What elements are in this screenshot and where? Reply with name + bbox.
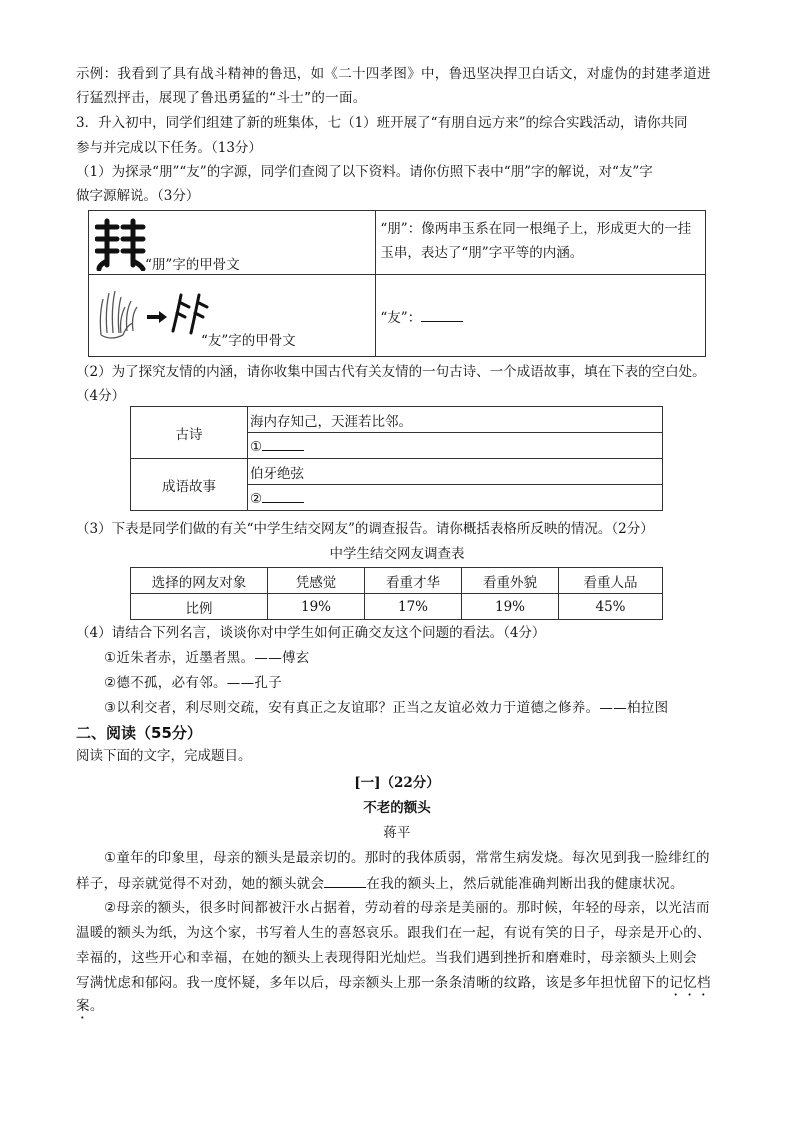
- friendship-table: [130, 406, 663, 511]
- survey-header-0: 选择的网友对象: [131, 568, 268, 594]
- para2-line-1: ②母亲的额头，很多时间都被汗水占据着，劳动着的母亲是美丽的。那时候，年轻的母亲，以光洁而: [104, 900, 710, 916]
- poem-blank-cell[interactable]: [248, 433, 663, 459]
- you-oracle-glyph-image: [97, 285, 217, 341]
- survey-value: 45%: [559, 594, 663, 620]
- q3-part1-line-1: （1）为探录“朋”“友”的字源，同学们查阅了以下资料。请你仿照下表中“朋”字的解说，对“友”字: [76, 164, 653, 180]
- survey-title: 中学生结交网友调查表: [329, 546, 465, 562]
- you-oracle-cell: [89, 275, 376, 357]
- example-line-1: 示例：我看到了具有战斗精神的鲁迅，如《二十四孝图》中，鲁迅坚决捍卫白话文，对虚伪的封建孝道进: [76, 66, 711, 82]
- survey-value: 19%: [462, 594, 559, 620]
- para2-line-4: [76, 973, 711, 999]
- para2-line-3: 幸福的，这些开心和幸福，在她的额头上表现得阳光灿烂。当我们遇到挫折和磨难时，母亲额头上则会: [76, 950, 697, 966]
- q3-intro-2: 参与并完成以下任务。（13分）: [76, 140, 262, 156]
- poem-answer-blank[interactable]: [262, 436, 304, 451]
- para1-line-1: ①童年的印象里，母亲的额头是最亲切的。那时的我体质弱，常常生病发烧。每次见到我一脸绯红的: [104, 850, 710, 866]
- you-explanation-cell: [376, 275, 706, 357]
- you-explanation-label: “友”：: [380, 309, 422, 326]
- reading-section-heading: 二、阅读（55分）: [76, 724, 202, 742]
- q3-part2-line-2: （4分）: [76, 388, 126, 404]
- reading-part-label: [一]（22分）: [354, 775, 440, 791]
- oracle-bone-table: [88, 210, 706, 357]
- survey-header-2: 看重才华: [365, 568, 462, 594]
- emphasized-char: 案: [76, 998, 90, 1014]
- blank-2-marker: ②: [250, 491, 263, 507]
- para2-line-5: [76, 996, 104, 1022]
- q3-part2-line-1: （2）为了探究友情的内涵，请你收集中国古代有关友情的一句古诗、一个成语故事，填在下表的空白处。: [76, 364, 706, 380]
- survey-table: [130, 567, 663, 620]
- survey-header-1: 凭感觉: [268, 568, 365, 594]
- article-author: 蒋平: [383, 825, 411, 841]
- blank-1-marker: ①: [250, 439, 263, 455]
- survey-value: 19%: [268, 594, 365, 620]
- survey-row-label: 比例: [131, 594, 268, 620]
- you-caption: “友”字的甲骨文: [201, 333, 296, 349]
- peng-explanation-line-1: “朋”：像两串玉系在同一根绳子上，形成更大的一挂: [380, 221, 692, 237]
- idiom-label: 成语故事: [131, 459, 248, 511]
- quote-1: ①近朱者赤，近墨者黑。——傅玄: [104, 650, 310, 666]
- idiom-blank-cell[interactable]: [248, 485, 663, 511]
- peng-oracle-cell: [89, 211, 376, 275]
- idiom-answer-blank[interactable]: [262, 488, 304, 503]
- survey-header-4: 看重人品: [559, 568, 663, 594]
- example-line-2: 行猛烈抨击，展现了鲁迅勇猛的“斗士”的一面。: [76, 90, 367, 106]
- quote-3: ③以利交者，利尽则交疏，安有真正之友谊耶？正当之友谊必效力于道德之修养。——柏拉图: [104, 700, 669, 716]
- q3-intro-1: 3．升入初中，同学们组建了新的班集体，七（1）班开展了“有朋自远方来”的综合实践活动，请你共同: [76, 115, 688, 131]
- para1-line-2a: 样子，母亲就觉得不对劲，她的额头就会: [76, 876, 325, 892]
- article-title: 不老的额头: [363, 800, 431, 816]
- idiom-given: 伯牙绝弦: [248, 459, 663, 485]
- survey-value: 17%: [365, 594, 462, 620]
- para1-line-2b: 在我的额头上，然后就能准确判断出我的健康状况。: [366, 876, 684, 892]
- q3-part3-line: （3）下表是同学们做的有关“中学生结交网友”的调查报告。请你概括表格所反映的情况。（2分）: [76, 521, 654, 537]
- peng-caption: “朋”字的甲骨文: [145, 257, 240, 273]
- para1-line-2: [76, 873, 684, 894]
- poem-given: 海内存知己，天涯若比邻。: [248, 407, 663, 433]
- quote-2: ②德不孤，必有邻。——孔子: [104, 675, 283, 691]
- survey-header-3: 看重外貌: [462, 568, 559, 594]
- emphasized-phrase: 记忆档: [669, 975, 711, 991]
- peng-explanation-cell: [376, 211, 706, 275]
- reading-instruction: 阅读下面的文字，完成题目。: [76, 748, 252, 764]
- para2-line-4a: 写满忧虑和郁闷。我一度怀疑，多年以后，母亲额头上那一条条清晰的纹路，该是多年担忧留下的: [76, 975, 670, 991]
- para2-line-5b: 。: [89, 998, 104, 1014]
- peng-explanation-line-2: 玉串，表达了“朋”字平等的内涵。: [380, 245, 584, 261]
- q3-part4-line: （4）请结合下列名言，谈谈你对中学生如何正确交友这个问题的看法。（4分）: [76, 625, 546, 641]
- q3-part1-line-2: 做字源解说。（3分）: [76, 188, 200, 204]
- you-answer-blank[interactable]: [421, 307, 463, 322]
- para1-answer-blank[interactable]: [324, 873, 366, 888]
- para2-line-2: 温暖的额头为纸，为这个家，书写着人生的喜怒哀乐。跟我们在一起，有说有笑的日子，母亲是开心的、: [76, 925, 711, 941]
- poem-label: 古诗: [131, 407, 248, 459]
